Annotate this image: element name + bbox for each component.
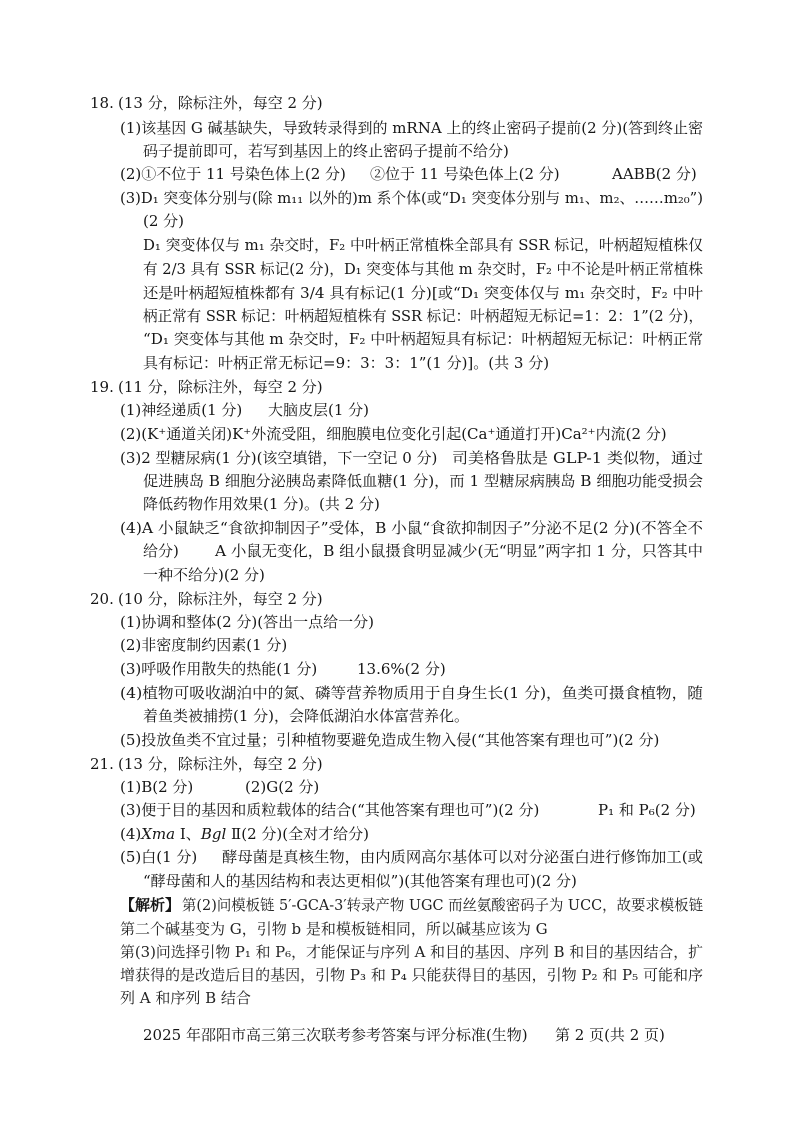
- answer-line: [120, 682, 703, 704]
- answer-line: [143, 140, 553, 162]
- answer-text: (1)该基因 G 碱基缺失，导致转录得到的 mRNA 上的终止密码子提前(2 分)(答到终止密: [120, 119, 703, 137]
- answer-text: 有 2/3 具有 SSR 标记(2 分)，D₁ 突变体与其他 m 杂交时，F₂ 中不论是叶柄正常植株: [143, 260, 703, 278]
- answer-text: (3)便于目的基因和质粒载体的结合(“其他答案有理也可”)(2 分): [120, 801, 540, 819]
- answer-line: [143, 258, 703, 280]
- question-number: 18.: [90, 94, 114, 112]
- answer-text: (2)非密度制约因素(1 分): [120, 636, 288, 654]
- answer-text: 13.6%(2 分): [357, 660, 446, 678]
- answer-text: [120, 823, 369, 845]
- page-number-text: 第 2 页(共 2 页): [555, 1026, 665, 1044]
- analysis-text: 第(2)问模板链 5′-GCA-3′转录产物 UGC 而丝氨酸密码子为 UCC，故要求模板链: [182, 896, 703, 914]
- answer-line: [245, 776, 333, 798]
- answer-line: [120, 517, 703, 539]
- answer-fragment: Ⅱ(2 分)(全对才给分): [226, 825, 369, 843]
- answer-line: [120, 399, 255, 421]
- answer-text: (5)白(1 分): [120, 848, 198, 866]
- answer-line: [120, 447, 442, 469]
- answer-text: 司美格鲁肽是 GLP-1 类似物，通过: [452, 449, 703, 467]
- analysis-text: 列 A 和序列 B 结合: [120, 989, 251, 1007]
- question-21-header: [90, 753, 350, 775]
- answer-line: [120, 611, 395, 633]
- answer-text: “D₁ 突变体与其他 m 杂交时，F₂ 中叶柄超短具有标记：叶柄超短无标记：叶柄正常: [143, 330, 703, 348]
- answer-text: (4)A 小鼠缺乏“食欲抑制因子”受体，B 小鼠“食欲抑制因子”分泌不足(2 分)(不答全不: [120, 519, 703, 537]
- answer-line: [120, 658, 338, 680]
- scoring-note: (13 分，除标注外，每空 2 分): [118, 94, 323, 112]
- answer-line: [143, 282, 703, 304]
- answer-line: [452, 447, 703, 469]
- answer-line: [143, 328, 703, 350]
- answer-text: 柄正常有 SSR 标记：叶柄超短植株有 SSR 标记：叶柄超短无标记=1：2：1”(2 分)，: [143, 307, 703, 325]
- answer-line: [143, 870, 615, 892]
- analysis-line: [120, 918, 565, 940]
- answer-line: [598, 799, 703, 821]
- answer-line: [120, 846, 210, 868]
- answer-line: [268, 399, 388, 421]
- answer-text: (2)(K⁺通道关闭)K⁺外流受阻，细胞膜电位变化引起(Ca⁺通道打开)Ca²⁺内流(2 分): [120, 425, 667, 443]
- header-text: [90, 588, 323, 610]
- answer-line: [143, 540, 193, 562]
- answer-text: 促进胰岛 B 细胞分泌胰岛素降低血糖(1 分)，而 1 型糖尿病胰岛 B 细胞功能受损会: [143, 472, 703, 490]
- answer-line: [120, 187, 703, 209]
- scoring-note: (11 分，除标注外，每空 2 分): [118, 378, 323, 396]
- answer-line: [120, 423, 700, 445]
- answer-text: (3)2 型糖尿病(1 分)(该空填错，下一空记 0 分): [120, 449, 438, 467]
- answer-line: [120, 776, 206, 798]
- footer-title-text: 2025 年邵阳市高三第三次联考参考答案与评分标准(生物): [143, 1026, 528, 1044]
- answer-fragment: Ⅰ、: [175, 825, 201, 843]
- answer-line: [143, 210, 203, 232]
- answer-text: (3)D₁ 突变体分别与(除 m₁₁ 以外的)m 系个体(或“D₁ 突变体分别与 m₁、m₂、……m₂₀”): [120, 189, 703, 207]
- answer-line: [143, 705, 491, 727]
- analysis-text: 第(3)问选择引物 P₁ 和 P₆，才能保证与序列 A 和目的基因、序列 B 和目的基因结合，扩: [120, 943, 703, 961]
- answer-text: 大脑皮层(1 分): [268, 401, 370, 419]
- answer-line: [215, 540, 703, 562]
- part-label: (4): [120, 825, 142, 843]
- answer-text: AABB(2 分): [612, 165, 697, 183]
- question-number: 21.: [90, 755, 114, 773]
- enzyme-name: Xma: [141, 825, 176, 843]
- enzyme-name: Bgl: [200, 825, 227, 843]
- answer-text: (2 分): [143, 212, 185, 230]
- analysis-line: [120, 987, 256, 1009]
- header-text: [90, 376, 323, 398]
- question-20-header: [90, 588, 350, 610]
- question-18-header: [90, 92, 350, 114]
- analysis-text: 第二个碱基变为 G，引物 b 是和模板链相同，所以碱基应该为 G: [120, 920, 548, 938]
- answer-text: 降低药物作用效果(1 分)。(共 2 分): [143, 495, 380, 513]
- answer-text: 码子提前即可，若写到基因上的终止密码子提前不给分): [143, 142, 509, 160]
- question-number: 20.: [90, 590, 114, 608]
- answer-text: (2)G(2 分): [245, 778, 320, 796]
- answer-line: [120, 799, 576, 821]
- answer-text: A 小鼠无变化，B 组小鼠摄食明显减少(无“明显”两字扣 1 分，只答其中: [215, 542, 703, 560]
- answer-text: 一种不给分)(2 分): [143, 566, 265, 584]
- analysis-label: [120, 894, 182, 916]
- answer-line: [120, 634, 310, 656]
- answer-line: [143, 470, 703, 492]
- answer-line: [370, 163, 585, 185]
- answer-line: [120, 163, 350, 185]
- header-text: [90, 92, 323, 114]
- answer-text: (3)呼吸作用散失的热能(1 分): [120, 660, 318, 678]
- answer-line: [120, 729, 700, 751]
- answer-text: (4)植物可吸收湖泊中的氮、磷等营养物质用于自身生长(1 分)，鱼类可摄食植物，随: [120, 684, 703, 702]
- answer-text: (1)协调和整体(2 分)(答出一点给一分): [120, 613, 374, 631]
- question-19-header: [90, 376, 350, 398]
- answer-text: (2)①不位于 11 号染色体上(2 分): [120, 165, 346, 183]
- answer-line: [143, 564, 295, 586]
- answer-text: 酵母菌是真核生物，由内质网高尔基体可以对分泌蛋白进行修饰加工(或: [222, 848, 703, 866]
- analysis-text: 增获得的是改造后目的基因，引物 P₃ 和 P₄ 只能获得目的基因，引物 P₂ 和 P₅ 可能和序: [120, 966, 703, 984]
- answer-line: [120, 117, 703, 139]
- answer-text: 还是叶柄超短植株都有 3/4 具有标记(1 分)[或“D₁ 突变体仅与 m₁ 杂交时，F₂ 中叶: [143, 284, 703, 302]
- answer-text: “酵母菌和人的基因结构和表达更相似”)(其他答案有理也可)(2 分): [143, 872, 577, 890]
- answer-line: [357, 658, 460, 680]
- scoring-note: (10 分，除标注外，每空 2 分): [118, 590, 323, 608]
- answer-line: [143, 493, 405, 515]
- answer-text: D₁ 突变体仅与 m₁ 杂交时，F₂ 中叶柄正常植株全部具有 SSR 标记，叶柄超短植株仅: [143, 236, 703, 254]
- analysis-label-text: 【解析】: [120, 896, 181, 914]
- answer-text: 给分): [143, 542, 179, 560]
- analysis-line: [182, 894, 703, 916]
- answer-line: [143, 352, 583, 374]
- question-number: 19.: [90, 378, 114, 396]
- scoring-note: (13 分，除标注外，每空 2 分): [118, 755, 323, 773]
- answer-text: (1)B(2 分): [120, 778, 194, 796]
- answer-text: (1)神经递质(1 分): [120, 401, 243, 419]
- answer-line: [612, 163, 704, 185]
- analysis-line: [120, 964, 703, 986]
- answer-text: (5)投放鱼类不宜过量；引种植物要避免造成生物入侵(“其他答案有理也可”)(2 分): [120, 731, 660, 749]
- answer-line: [120, 823, 392, 845]
- header-text: [90, 753, 323, 775]
- answer-text: P₁ 和 P₆(2 分): [598, 801, 696, 819]
- answer-text: 具有标记：叶柄正常无标记=9：3：3：1”(1 分)]。(共 3 分): [143, 354, 550, 372]
- answer-text: ②位于 11 号染色体上(2 分): [370, 165, 560, 183]
- page-number: [555, 1024, 665, 1046]
- footer-title: [143, 1024, 541, 1046]
- analysis-line: [120, 941, 703, 963]
- answer-line: [143, 234, 703, 256]
- answer-line: [222, 846, 703, 868]
- answer-text: 着鱼类被捕捞(1 分)，会降低湖泊水体富营养化。: [143, 707, 470, 725]
- answer-line: [143, 305, 703, 327]
